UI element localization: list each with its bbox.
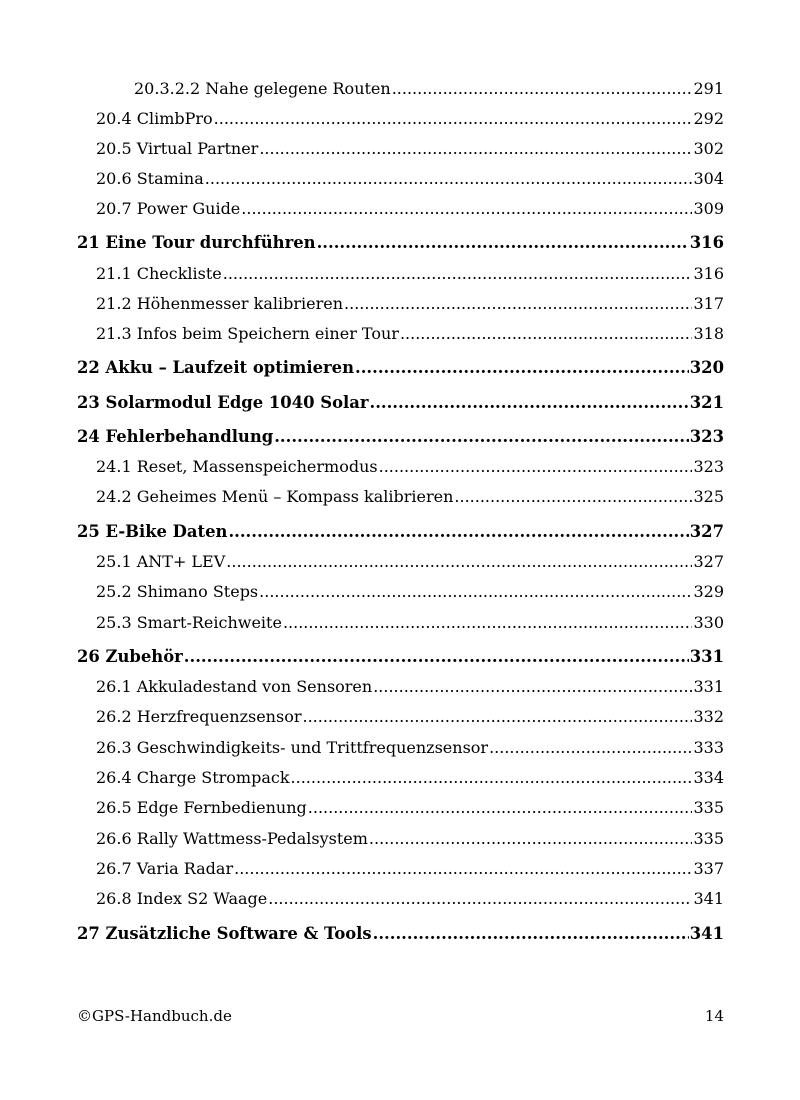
toc-entry-title: 21.3 Infos beim Speichern einer Tour — [96, 324, 399, 343]
toc-chapter-entry[interactable] — [77, 521, 724, 543]
toc-section-entry[interactable] — [96, 551, 724, 573]
toc-dot-leader — [317, 232, 689, 254]
toc-dot-leader — [400, 323, 693, 345]
toc-entry-title: 26.6 Rally Wattmess-Pedalsystem — [96, 829, 368, 848]
toc-dot-leader — [373, 923, 689, 945]
toc-entry-page: 331 — [693, 677, 724, 696]
toc-section-entry[interactable] — [96, 706, 724, 728]
toc-section-entry[interactable] — [96, 828, 724, 850]
toc-entry-page: 318 — [693, 324, 724, 343]
toc-section-entry[interactable] — [96, 581, 724, 603]
toc-entry-page: 292 — [693, 109, 724, 128]
toc-entry-page: 327 — [689, 522, 724, 541]
toc-dot-leader — [205, 168, 693, 190]
toc-section-entry[interactable] — [96, 108, 724, 130]
toc-dot-leader — [223, 263, 693, 285]
toc-entry-title: 20.7 Power Guide — [96, 199, 241, 218]
toc-entry-page: 334 — [693, 768, 724, 787]
toc-entry-title: 25.2 Shimano Steps — [96, 582, 259, 601]
toc-section-entry[interactable] — [96, 486, 724, 508]
toc-dot-leader — [308, 797, 693, 819]
toc-section-entry[interactable] — [96, 456, 724, 478]
toc-section-entry[interactable] — [96, 138, 724, 160]
toc-chapter-entry[interactable] — [77, 426, 724, 448]
toc-dot-leader — [241, 198, 692, 220]
toc-dot-leader — [369, 392, 688, 414]
toc-entry-page: 330 — [693, 613, 724, 632]
toc-entry-page: 331 — [689, 647, 724, 666]
toc-dot-leader — [259, 138, 692, 160]
toc-dot-leader — [355, 357, 689, 379]
toc-entry-title: 21.2 Höhenmesser kalibrieren — [96, 294, 344, 313]
toc-entry-title: 20.3.2.2 Nahe gelegene Routen — [134, 79, 391, 98]
toc-entry-page: 317 — [693, 294, 724, 313]
toc-chapter-entry[interactable] — [77, 232, 724, 254]
toc-dot-leader — [489, 737, 692, 759]
toc-entry-page: 332 — [693, 707, 724, 726]
toc-section-entry[interactable] — [96, 858, 724, 880]
toc-dot-leader — [268, 888, 692, 910]
toc-section-entry[interactable] — [96, 767, 724, 789]
toc-dot-leader — [214, 108, 693, 130]
toc-dot-leader — [234, 858, 692, 880]
toc-entry-page: 321 — [689, 393, 724, 412]
toc-entry-page: 291 — [693, 79, 724, 98]
toc-dot-leader — [392, 78, 693, 100]
toc-entry-page: 325 — [693, 487, 724, 506]
toc-dot-leader — [291, 767, 693, 789]
toc-entry-title: 26.2 Herzfrequenzsensor — [96, 707, 302, 726]
toc-dot-leader — [184, 646, 689, 668]
toc-entry-title: 23 Solarmodul Edge 1040 Solar — [77, 393, 369, 412]
toc-entry-page: 329 — [693, 582, 724, 601]
toc-entry-page: 341 — [689, 924, 724, 943]
toc-entry-page: 335 — [693, 798, 724, 817]
toc-section-entry[interactable] — [96, 612, 724, 634]
toc-entry-title: 25.1 ANT+ LEV — [96, 552, 226, 571]
toc-chapter-entry[interactable] — [77, 392, 724, 414]
toc-chapter-entry[interactable] — [77, 646, 724, 668]
toc-entry-title: 24 Fehlerbehandlung — [77, 427, 274, 446]
toc-entry-title: 26.8 Index S2 Waage — [96, 889, 268, 908]
toc-section-entry[interactable] — [96, 888, 724, 910]
toc-section-entry[interactable] — [96, 323, 724, 345]
toc-entry-title: 20.5 Virtual Partner — [96, 139, 259, 158]
toc-section-entry[interactable] — [96, 168, 724, 190]
toc-section-entry[interactable] — [96, 797, 724, 819]
toc-chapter-entry[interactable] — [77, 357, 724, 379]
toc-entry-page: 341 — [693, 889, 724, 908]
toc-entry-title: 26.3 Geschwindigkeits- und Trittfrequenzsensor — [96, 738, 489, 757]
toc-entry-title: 25 E-Bike Daten — [77, 522, 228, 541]
toc-entry-page: 309 — [693, 199, 724, 218]
toc-entry-title: 20.6 Stamina — [96, 169, 204, 188]
toc-entry-title: 22 Akku – Laufzeit optimieren — [77, 358, 354, 377]
toc-entry-page: 337 — [693, 859, 724, 878]
toc-dot-leader — [454, 486, 692, 508]
toc-entry-title: 26 Zubehör — [77, 647, 183, 666]
toc-entry-title: 20.4 ClimbPro — [96, 109, 213, 128]
toc-section-entry[interactable] — [96, 263, 724, 285]
toc-entry-title: 24.1 Reset, Massenspeichermodus — [96, 457, 378, 476]
toc-dot-leader — [259, 581, 692, 603]
toc-entry-title: 25.3 Smart-Reichweite — [96, 613, 282, 632]
toc-section-entry[interactable] — [96, 737, 724, 759]
toc-entry-title: 26.4 Charge Strompack — [96, 768, 290, 787]
toc-entry-page: 327 — [693, 552, 724, 571]
toc-dot-leader — [274, 426, 689, 448]
toc-entry-title: 26.5 Edge Fernbedienung — [96, 798, 307, 817]
footer-copyright: ©GPS-Handbuch.de — [77, 1007, 232, 1025]
toc-entry-page: 320 — [689, 358, 724, 377]
toc-entry-page: 304 — [693, 169, 724, 188]
toc-entry-title: 26.7 Varia Radar — [96, 859, 234, 878]
toc-dot-leader — [228, 521, 688, 543]
toc-dot-leader — [302, 706, 692, 728]
toc-dot-leader — [369, 828, 693, 850]
toc-entry-page: 316 — [689, 233, 724, 252]
page-footer — [77, 1006, 724, 1026]
toc-entry-page: 323 — [693, 457, 724, 476]
toc-entry-title: 21.1 Checkliste — [96, 264, 222, 283]
toc-section-entry[interactable] — [96, 676, 724, 698]
toc-entry-page: 323 — [689, 427, 724, 446]
toc-entry-title: 26.1 Akkuladestand von Sensoren — [96, 677, 373, 696]
toc-section-entry[interactable] — [96, 198, 724, 220]
toc-entry-title: 27 Zusätzliche Software & Tools — [77, 924, 372, 943]
toc-dot-leader — [283, 612, 693, 634]
toc-dot-leader — [344, 293, 692, 315]
toc-entry-title: 21 Eine Tour durchführen — [77, 233, 316, 252]
toc-entry-page: 333 — [693, 738, 724, 757]
toc-dot-leader — [373, 676, 692, 698]
footer-page-number: 14 — [704, 1007, 724, 1025]
toc-dot-leader — [226, 551, 692, 573]
toc-entry-page: 302 — [693, 139, 724, 158]
toc-section-entry[interactable] — [134, 78, 724, 100]
toc-entry-page: 335 — [693, 829, 724, 848]
toc-entry-title: 24.2 Geheimes Menü – Kompass kalibrieren — [96, 487, 454, 506]
toc-dot-leader — [379, 456, 693, 478]
toc-section-entry[interactable] — [96, 293, 724, 315]
toc-entry-page: 316 — [693, 264, 724, 283]
toc-chapter-entry[interactable] — [77, 923, 724, 945]
